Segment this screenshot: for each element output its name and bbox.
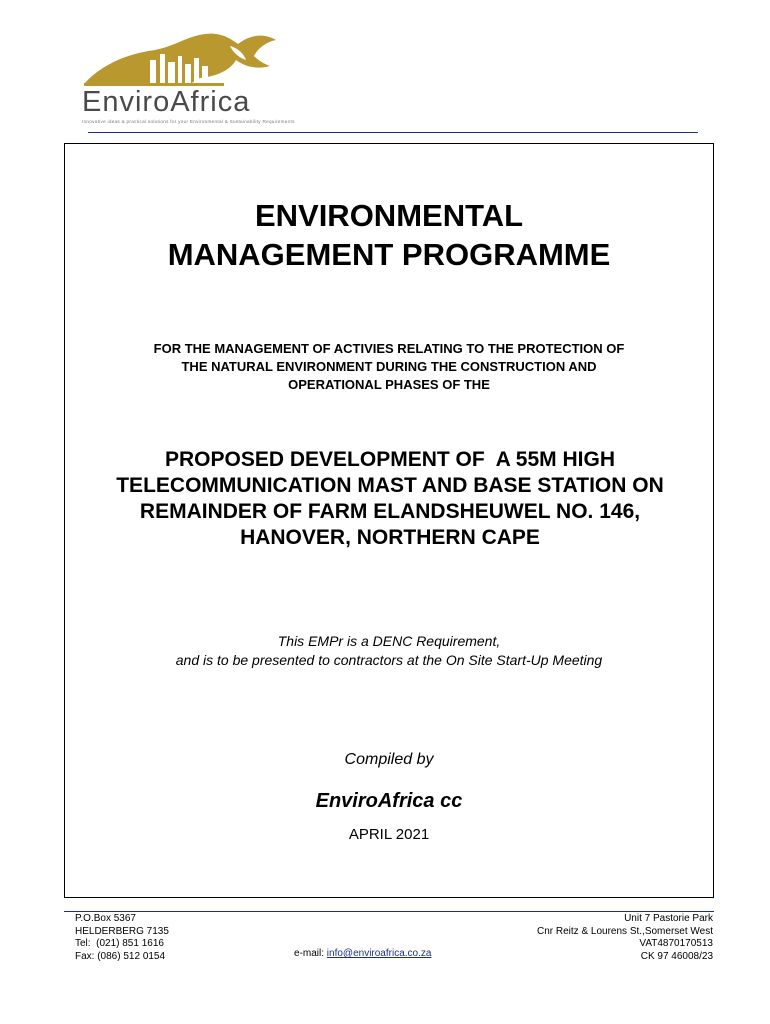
title-line-1: ENVIRONMENTAL [254,198,524,233]
project-line-3: REMAINDER OF FARM ELANDSHEUWEL NO. 146, [139,500,641,523]
note-line-1: This EMPr is a DENC Requirement, [277,633,501,649]
leaf-skyline-icon [80,26,285,88]
footer-city: HELDERBERG 7135 [75,925,169,937]
project-line-2: TELECOMMUNICATION MAST AND BASE STATION ON [116,474,664,497]
project-title [40,447,740,551]
footer-contact [75,913,169,963]
logo-tagline: Innovative ideas & practical solutions for your Environmental & Sustainability Requirements [82,119,295,124]
footer-unit: Unit 7 Pastorie Park [624,913,713,924]
subtitle-line-1: FOR THE MANAGEMENT OF ACTIVIES RELATING TO THE PROTECTION OF [153,341,625,356]
logo-wordmark: EnviroAfrica [82,86,251,118]
footer-po-box: P.O.Box 5367 [75,913,136,924]
footer-ck: CK 97 46008/23 [640,950,713,962]
header-divider [88,132,698,133]
enviroafrica-logo [80,26,295,126]
project-line-1: PROPOSED DEVELOPMENT OF A 55M HIGH [164,448,615,471]
document-subtitle [64,340,714,394]
document-title [64,196,714,274]
title-line-2: MANAGEMENT PROGRAMME [167,237,611,272]
footer-tel: Tel: (021) 851 1616 [75,938,164,949]
footer-street: Cnr Reitz & Lourens St.,Somerset West [537,925,713,937]
compiled-by-label: Compiled by [344,751,434,768]
requirement-note [64,632,714,670]
footer-divider [64,911,714,912]
footer-email [294,948,431,959]
email-label: e-mail: [294,948,327,959]
footer-address [537,913,713,963]
project-line-4: HANOVER, NORTHERN CAPE [240,526,540,549]
footer-fax: Fax: (086) 512 0154 [75,950,166,962]
email-link[interactable]: info@enviroafrica.co.za [326,948,432,959]
subtitle-line-2: THE NATURAL ENVIRONMENT DURING THE CONSTRUCTION AND [181,359,597,374]
note-line-2: and is to be presented to contractors at the On Site Start-Up Meeting [175,652,603,668]
subtitle-line-3: OPERATIONAL PHASES OF THE [288,377,490,392]
footer-vat: VAT4870170513 [639,938,713,949]
document-date: APRIL 2021 [348,826,430,843]
company-name: EnviroAfrica cc [315,790,463,812]
